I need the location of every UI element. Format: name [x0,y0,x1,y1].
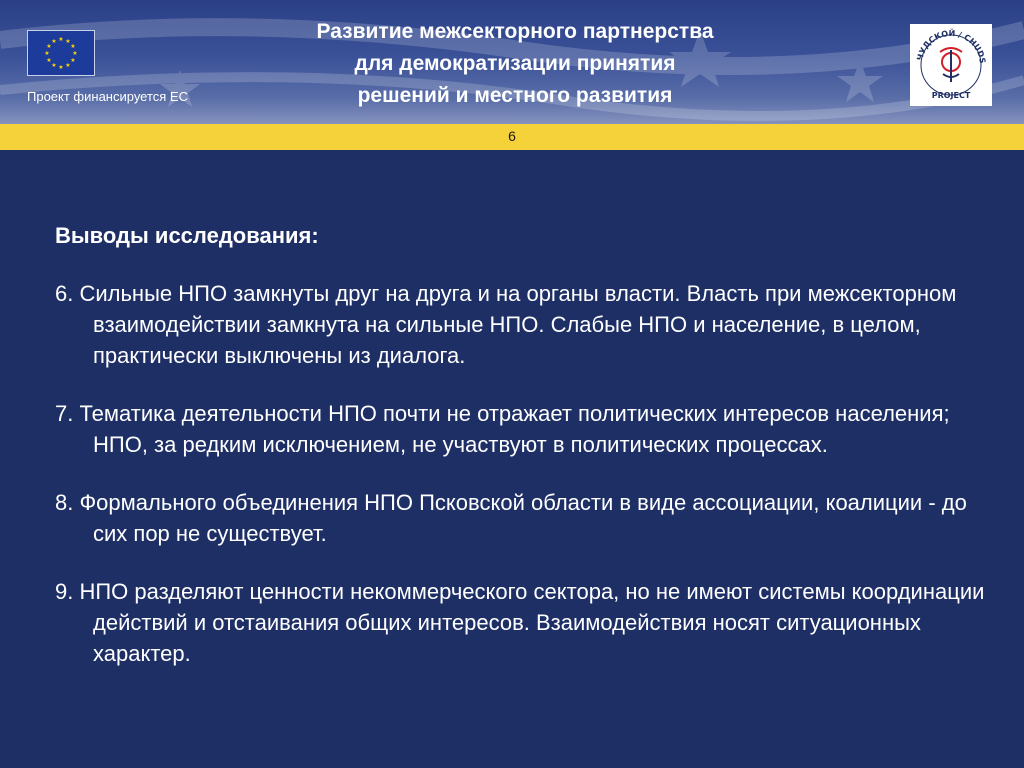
svg-text:★: ★ [70,57,76,64]
conclusion-item-7: 7. Тематика деятельности НПО почти не отражает политических интересов населения; НПО, за редким исключением, не участвуют в политических процессах. [55,401,950,457]
slide-header [0,0,1024,124]
conclusion-item-8: 8. Формального объединения НПО Псковской области в виде ассоциации, коалиции - до сих пор не существует. [55,490,967,546]
funded-by-eu-label: Проект финансируется ЕС [27,89,188,104]
svg-text:★: ★ [44,50,50,57]
svg-text:★: ★ [70,43,76,50]
conclusions-heading: Выводы исследования: [55,223,319,248]
svg-text:★: ★ [51,62,57,69]
accent-bar [0,124,1024,150]
svg-text:★: ★ [65,62,71,69]
conclusion-item-6: 6. Сильные НПО замкнуты друг на друга и на органы власти. Власть при межсекторном взаимодействии замкнута на сильные НПО. Слабые НПО и население, в целом, практически выключены из диалога. [55,281,957,368]
svg-text:★: ★ [46,43,52,50]
svg-text:★: ★ [58,64,64,71]
slide-body [55,220,985,696]
svg-text:★: ★ [51,38,57,45]
page-number: 6 [508,128,516,144]
conclusion-item-9: 9. НПО разделяют ценности некоммерческого сектора, но не имеют системы координации действий и отстаивания общих интересов. Взаимодействия носят ситуационных характер. [55,579,985,666]
svg-text:★: ★ [65,38,71,45]
eu-flag-icon [27,30,95,76]
title-line-3: решений и местного развития [357,84,673,107]
svg-text:ЧУДСКОЙ / CHUDSKOYE: ЧУДСКОЙ / CHUDS [915,28,988,65]
slide-title [260,16,770,112]
svg-text:★: ★ [72,50,78,57]
svg-text:PROJECT: PROJECT [931,91,971,100]
chudskoye-project-logo-icon [910,24,992,106]
title-line-2: для демократизации принятия [354,52,676,75]
svg-text:★: ★ [46,57,52,64]
svg-text:★: ★ [58,36,64,43]
title-line-1: Развитие межсекторного партнерства [316,20,714,43]
